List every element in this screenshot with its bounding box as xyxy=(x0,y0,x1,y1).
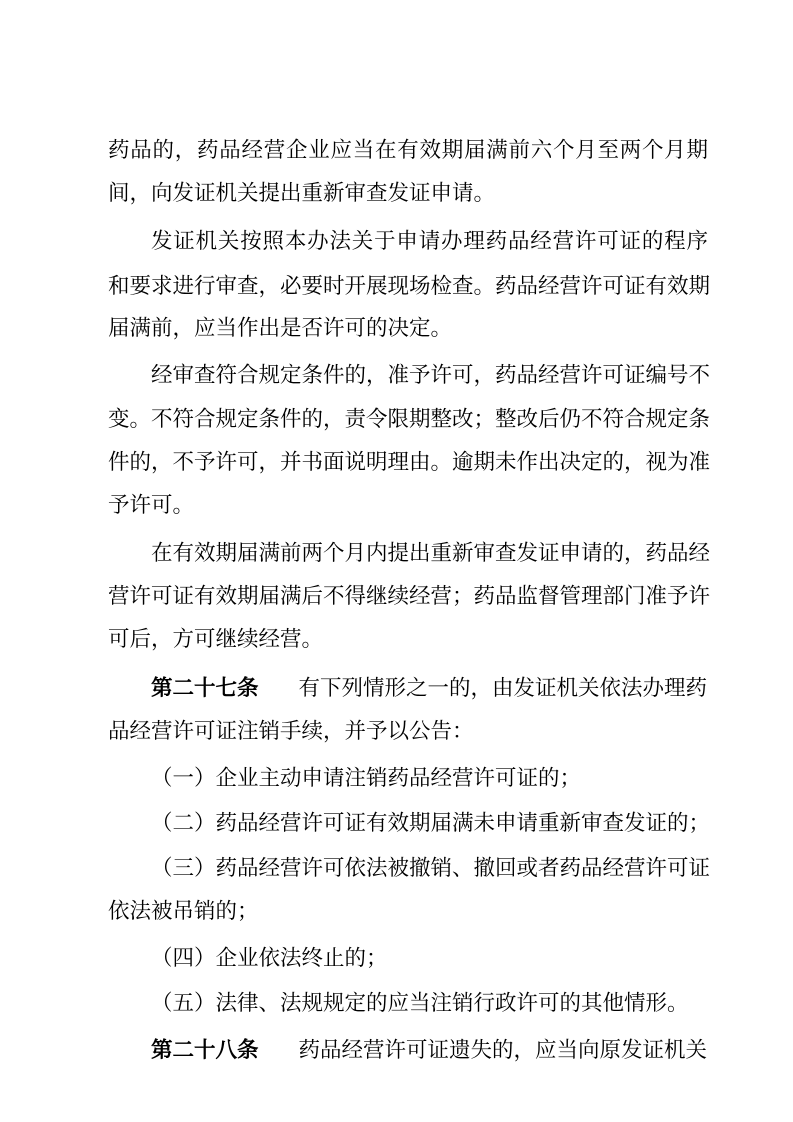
article-27-heading xyxy=(151,676,708,702)
text-line: 在有效期届满前两个月内提出重新审查发证申请的，药品经 xyxy=(151,541,711,566)
text-line: 品经营许可证注销手续，并予以公告： xyxy=(108,719,474,744)
text-line: 间，向发证机关提出重新审查发证申请。 xyxy=(108,181,496,206)
text-line: 药品经营许可证遗失的，应当向原发证机关 xyxy=(298,1038,708,1063)
text-line: 营许可证有效期届满后不得继续经营；药品监督管理部门准予许 xyxy=(108,584,711,609)
list-item: （二）药品经营许可证有效期届满未申请重新审查发证的； xyxy=(151,811,711,836)
text-line: 变。不符合规定条件的，责令限期整改；整改后仍不符合规定条 xyxy=(108,407,711,432)
text-line: 经审查符合规定条件的，准予许可，药品经营许可证编号不 xyxy=(151,363,711,388)
text-line: 和要求进行审查，必要时开展现场检查。药品经营许可证有效期 xyxy=(108,274,711,299)
text-line: 可后，方可继续经营。 xyxy=(108,627,324,652)
list-item: （一）企业主动申请注销药品经营许可证的； xyxy=(151,766,582,791)
text-line: 有下列情形之一的，由发证机关依法办理药 xyxy=(298,676,708,701)
article-28-heading xyxy=(151,1038,708,1064)
list-item: （四）企业依法终止的； xyxy=(151,946,388,971)
text-line: 发证机关按照本办法关于申请办理药品经营许可证的程序 xyxy=(151,229,708,254)
list-item: （三）药品经营许可依法被撤销、撤回或者药品经营许可证 xyxy=(151,856,711,881)
list-item: （五）法律、法规规定的应当注销行政许可的其他情形。 xyxy=(151,991,689,1016)
text-line: 件的，不予许可，并书面说明理由。逾期未作出决定的，视为准 xyxy=(108,450,711,475)
text-line: 依法被吊销的； xyxy=(108,899,259,924)
text-line: 届满前，应当作出是否许可的决定。 xyxy=(108,316,453,341)
article-number: 第二十七条 xyxy=(151,676,259,701)
article-number: 第二十八条 xyxy=(151,1038,259,1063)
text-line: 药品的，药品经营企业应当在有效期届满前六个月至两个月期 xyxy=(108,138,708,163)
text-line: 予许可。 xyxy=(108,493,195,518)
